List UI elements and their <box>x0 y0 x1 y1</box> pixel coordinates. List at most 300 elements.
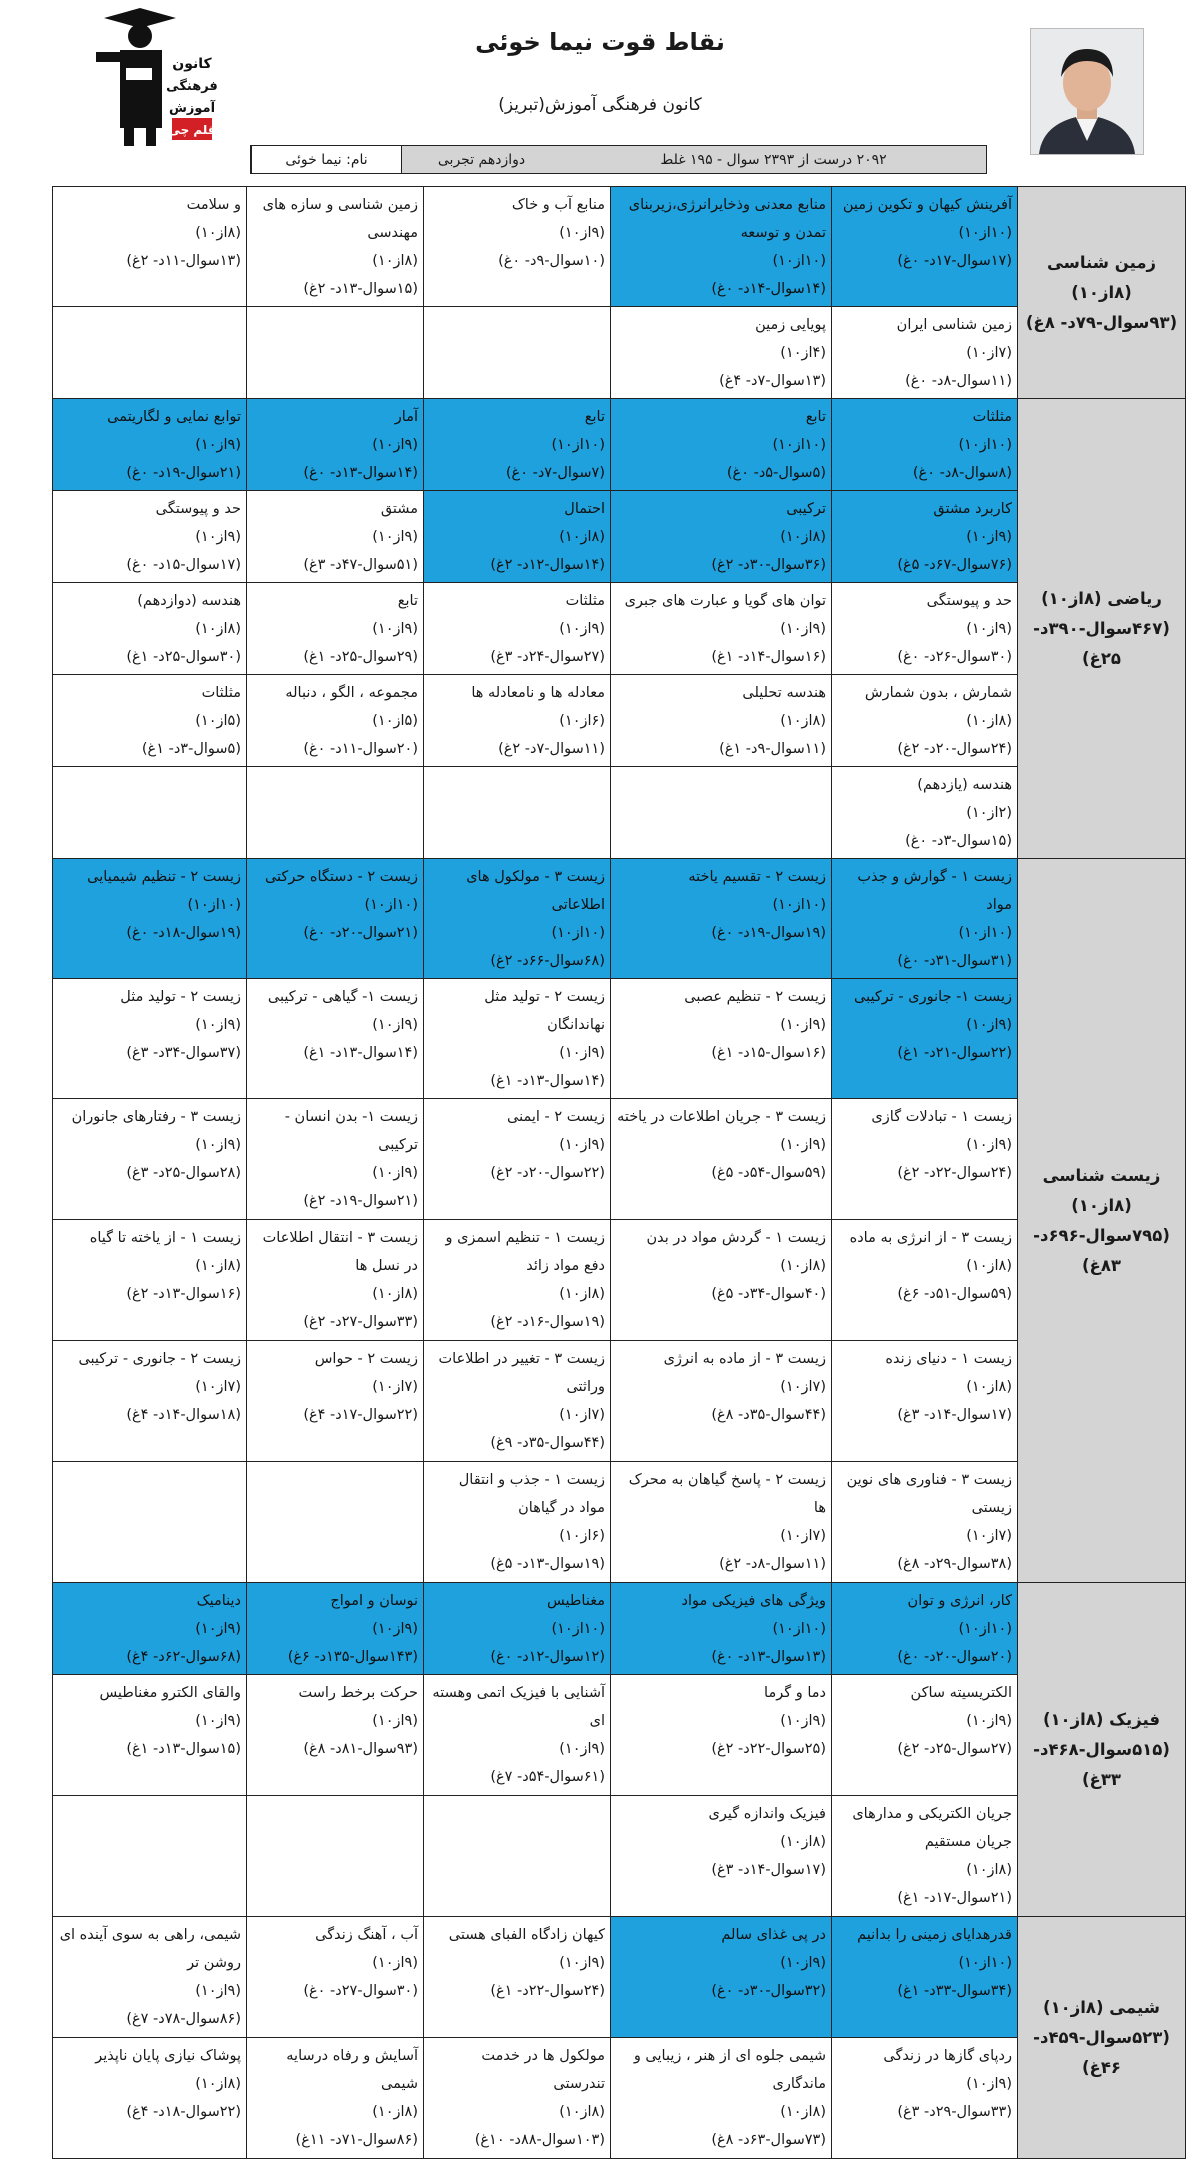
topic-cell <box>424 675 611 767</box>
student-photo <box>1030 28 1144 155</box>
topic-cell <box>247 1675 424 1796</box>
topic-name: زیست ۲ - حواس <box>314 1351 418 1367</box>
topic-score: (۹از۱۰) <box>195 529 241 545</box>
overall-stats: ۲۰۹۲ درست از ۲۳۹۳ سوال - ۱۹۵ غلط <box>561 146 986 173</box>
topic-score: (۸از۱۰) <box>559 2104 605 2120</box>
topic-name: زیست ۱ - دنیای زنده <box>885 1351 1012 1367</box>
topic-score: (۸از۱۰) <box>966 1258 1012 1274</box>
topic-cell <box>247 675 424 767</box>
topic-score: (۸از۱۰) <box>966 713 1012 729</box>
topic-cell <box>832 1583 1018 1675</box>
topic-name: مجموعه ، الگو ، دنباله <box>285 685 418 701</box>
subject-row <box>53 979 1186 1099</box>
topic-name: حرکت برخط راست <box>298 1685 418 1701</box>
topic-score: (۹از۱۰) <box>966 1137 1012 1153</box>
topic-cell <box>424 859 611 979</box>
topic-counts: (۱۶سوال-۱۵د- ۱غ) <box>711 1045 826 1061</box>
topic-name: زیست ۱ - گوارش و جذب مواد <box>857 869 1012 913</box>
topic-score: (۷از۱۰) <box>195 1379 241 1395</box>
topic-cell <box>247 399 424 491</box>
topic-cell <box>424 1917 611 2038</box>
logo-text-3: آموزش <box>168 101 216 116</box>
topic-cell <box>832 1099 1018 1220</box>
topic-counts: (۲۲سوال-۱۷د- ۴غ) <box>303 1407 418 1423</box>
topic-score: (۹از۱۰) <box>195 1983 241 1999</box>
topic-name: تابع <box>397 593 418 609</box>
topic-counts: (۵سوال-۵د- ۰غ) <box>726 465 826 481</box>
empty-cell <box>247 307 424 399</box>
topic-score: (۱۰از۱۰) <box>958 437 1012 453</box>
topic-counts: (۲۲سوال-۲۱د- ۱غ) <box>897 1045 1012 1061</box>
topic-counts: (۳۷سوال-۳۴د- ۳غ) <box>126 1045 241 1061</box>
topic-counts: (۸سوال-۸د- ۰غ) <box>912 465 1012 481</box>
topic-score: (۹از۱۰) <box>195 437 241 453</box>
topic-counts: (۴۴سوال-۳۵د- ۹غ) <box>490 1435 605 1451</box>
topic-cell <box>53 859 247 979</box>
topic-score: (۱۰از۱۰) <box>551 1621 605 1637</box>
topic-counts: (۹۳سوال-۸۱د- ۸غ) <box>303 1741 418 1757</box>
topic-name: زیست ۲ - دستگاه حرکتی <box>264 869 418 885</box>
topic-score: (۸از۱۰) <box>372 1286 418 1302</box>
topic-counts: (۸۶سوال-۷۸د- ۷غ) <box>126 2011 241 2027</box>
topic-score: (۹از۱۰) <box>559 1137 605 1153</box>
topic-score: (۷از۱۰) <box>966 345 1012 361</box>
topic-score: (۸از۱۰) <box>780 1834 826 1850</box>
topic-name: حد و پیوستگی <box>926 593 1012 609</box>
subject-row <box>53 1917 1186 2038</box>
topic-counts: (۱۰۳سوال-۸۸د- ۱۰غ) <box>474 2132 605 2148</box>
topic-counts: (۲۱سوال-۱۹د- ۰غ) <box>126 465 241 481</box>
topic-name: توابع نمایی و لگاریتمی <box>107 409 241 425</box>
topic-counts: (۱۳سوال-۱۱د- ۲غ) <box>126 253 241 269</box>
topic-score: (۷از۱۰) <box>372 1379 418 1395</box>
topic-counts: (۱۱سوال-۸د- ۲غ) <box>719 1556 826 1572</box>
topic-name: شیمی جلوه ای از هنر ، زیبایی و ماندگاری <box>633 2048 826 2092</box>
topic-name: مشتق <box>380 501 418 517</box>
subject-row <box>53 1220 1186 1341</box>
topic-cell <box>611 1796 832 1917</box>
topic-score: (۸از۱۰) <box>559 1286 605 1302</box>
topic-score: (۶از۱۰) <box>559 713 605 729</box>
topic-cell <box>424 1099 611 1220</box>
empty-cell <box>53 767 247 859</box>
topic-counts: (۲۱سوال-۱۷د- ۱غ) <box>897 1890 1012 1906</box>
topic-counts: (۱۷سوال-۱۵د- ۰غ) <box>126 557 241 573</box>
topic-name: تابع <box>805 409 826 425</box>
topic-name: زیست ۳ - از انرژی به ماده <box>849 1230 1012 1246</box>
topic-score: (۸از۱۰) <box>195 225 241 241</box>
topic-name: زیست ۱- گیاهی - ترکیبی <box>267 989 418 1005</box>
topic-score: (۹از۱۰) <box>559 225 605 241</box>
topic-counts: (۲۹سوال-۲۵د- ۱غ) <box>303 649 418 665</box>
topic-cell <box>832 767 1018 859</box>
topic-counts: (۷سوال-۷د- ۰غ) <box>505 465 605 481</box>
topic-counts: (۶۸سوال-۶۶د- ۲غ) <box>490 953 605 969</box>
topic-score: (۱۰از۱۰) <box>958 1621 1012 1637</box>
topic-name: و سلامت <box>186 197 241 213</box>
topic-score: (۱۰از۱۰) <box>772 897 826 913</box>
student-grade: دوازدهم تجربی <box>401 146 561 173</box>
topic-counts: (۲۲سوال-۱۸د- ۴غ) <box>126 2104 241 2120</box>
topic-score: (۹از۱۰) <box>372 1713 418 1729</box>
topic-cell <box>247 1917 424 2038</box>
topic-counts: (۱۵سوال-۳د- ۰غ) <box>905 833 1012 849</box>
topic-counts: (۱۲سوال-۱۲د- ۰غ) <box>490 1649 605 1665</box>
topic-cell <box>247 1220 424 1341</box>
topic-name: ترکیبی <box>786 501 826 517</box>
topic-counts: (۱۹سوال-۱۸د- ۰غ) <box>126 925 241 941</box>
topic-name: دینامیک <box>196 1593 241 1609</box>
topic-cell <box>247 2038 424 2159</box>
topic-name: آفرینش کیهان و تکوین زمین <box>842 197 1012 213</box>
topic-counts: (۱۷سوال-۱۷د- ۰غ) <box>897 253 1012 269</box>
topic-score: (۵از۱۰) <box>195 713 241 729</box>
topic-name: زیست ۳ - جریان اطلاعات در یاخته <box>617 1109 826 1125</box>
topic-counts: (۲۷سوال-۲۴د- ۳غ) <box>490 649 605 665</box>
topic-name: آسایش و رفاه درسایه شیمی <box>286 2048 418 2092</box>
topic-name: فیزیک واندازه گیری <box>708 1806 826 1822</box>
subject-row <box>53 491 1186 583</box>
topic-score: (۹از۱۰) <box>780 621 826 637</box>
topic-score: (۸از۱۰) <box>372 253 418 269</box>
topic-name: آب ، آهنگ زندگی <box>315 1927 418 1943</box>
topic-score: (۹از۱۰) <box>372 621 418 637</box>
topic-cell <box>611 187 832 307</box>
topic-name: معادله ها و نامعادله ها <box>471 685 605 701</box>
topic-cell <box>247 979 424 1099</box>
topic-counts: (۳۱سوال-۳۱د- ۰غ) <box>897 953 1012 969</box>
topic-counts: (۳۳سوال-۲۷د- ۲غ) <box>303 1314 418 1330</box>
topic-score: (۱۰از۱۰) <box>187 897 241 913</box>
empty-cell <box>247 1462 424 1583</box>
topic-score: (۲از۱۰) <box>966 805 1012 821</box>
topic-cell <box>832 859 1018 979</box>
student-info-bar <box>250 145 987 174</box>
logo-text-1: کانون <box>172 56 212 72</box>
topic-score: (۸از۱۰) <box>966 1862 1012 1878</box>
page-subtitle: کانون فرهنگی آموزش(تبریز) <box>498 95 702 115</box>
topic-score: (۷از۱۰) <box>780 1379 826 1395</box>
topic-counts: (۲۱سوال-۲۰د- ۰غ) <box>303 925 418 941</box>
topic-score: (۹از۱۰) <box>966 1713 1012 1729</box>
topic-counts: (۳۲سوال-۳۰د- ۰غ) <box>711 1983 826 1999</box>
topic-cell <box>53 491 247 583</box>
subject-row <box>53 1675 1186 1796</box>
topic-name: زیست ۱ - گردش مواد در بدن <box>646 1230 826 1246</box>
topic-name: زیست ۲ - تقسیم یاخته <box>688 869 826 885</box>
topic-cell <box>611 1462 832 1583</box>
topic-cell <box>611 2038 832 2159</box>
topic-counts: (۲۱سوال-۱۹د- ۲غ) <box>303 1193 418 1209</box>
topic-score: (۱۰از۱۰) <box>958 1955 1012 1971</box>
topic-cell <box>53 1099 247 1220</box>
topic-cell <box>424 583 611 675</box>
topic-cell <box>424 1341 611 1462</box>
topic-score: (۸از۱۰) <box>966 1379 1012 1395</box>
topic-counts: (۷۶سوال-۶۷د- ۵غ) <box>897 557 1012 573</box>
topic-cell <box>832 583 1018 675</box>
topic-counts: (۱۹سوال-۱۳د- ۵غ) <box>490 1556 605 1572</box>
topic-name: زیست ۳ - تغییر در اطلاعات وراثتی <box>438 1351 605 1395</box>
topic-counts: (۲۷سوال-۲۵د- ۲غ) <box>897 1741 1012 1757</box>
topic-counts: (۱۴سوال-۱۳د- ۱غ) <box>303 1045 418 1061</box>
topic-counts: (۲۰سوال-۲۰د- ۰غ) <box>897 1649 1012 1665</box>
topic-counts: (۵۹سوال-۵۴د- ۵غ) <box>711 1165 826 1181</box>
topic-counts: (۱۷سوال-۱۴د- ۳غ) <box>897 1407 1012 1423</box>
topic-name: هندسه (یازدهم) <box>917 777 1012 793</box>
subject-header: شیمی (۸از۱۰) (۵۲۳سوال-۴۵۹د- ۴۶غ) <box>1018 1917 1186 2159</box>
topic-name: احتمال <box>564 501 605 517</box>
topic-score: (۶از۱۰) <box>559 1528 605 1544</box>
topic-name: زیست ۲ - تولید مثل <box>120 989 241 1005</box>
topic-score: (۹از۱۰) <box>559 621 605 637</box>
topic-cell <box>53 583 247 675</box>
topic-score: (۹از۱۰) <box>195 1017 241 1033</box>
topic-score: (۹از۱۰) <box>372 1165 418 1181</box>
topic-cell <box>832 187 1018 307</box>
topic-score: (۱۰از۱۰) <box>958 225 1012 241</box>
topic-counts: (۱۹سوال-۱۶د- ۲غ) <box>490 1314 605 1330</box>
topic-cell <box>247 859 424 979</box>
topic-name: مثلثات <box>201 685 241 701</box>
topic-cell <box>832 1675 1018 1796</box>
topic-name: پویایی زمین <box>755 317 826 333</box>
topic-name: نوسان و امواج <box>330 1593 418 1609</box>
topic-name: تابع <box>584 409 605 425</box>
topic-counts: (۱۳سوال-۱۳د- ۰غ) <box>711 1649 826 1665</box>
topic-cell <box>832 307 1018 399</box>
topic-cell <box>424 979 611 1099</box>
strengths-table <box>52 186 1186 2159</box>
topic-cell <box>832 399 1018 491</box>
topic-cell <box>832 491 1018 583</box>
topic-counts: (۱۹سوال-۱۹د- ۰غ) <box>711 925 826 941</box>
topic-name: شمارش ، بدون شمارش <box>864 685 1012 701</box>
topic-name: هندسه (دوازدهم) <box>137 593 241 609</box>
topic-counts: (۱۵سوال-۱۳د- ۲غ) <box>303 281 418 297</box>
topic-cell <box>424 399 611 491</box>
topic-score: (۱۰از۱۰) <box>772 437 826 453</box>
topic-counts: (۲۴سوال-۲۲د- ۱غ) <box>490 1983 605 1999</box>
topic-score: (۹از۱۰) <box>195 1621 241 1637</box>
topic-cell <box>53 675 247 767</box>
student-name: نام: نیما خوئی <box>251 146 401 173</box>
topic-cell <box>611 1583 832 1675</box>
topic-cell <box>611 1220 832 1341</box>
topic-score: (۸از۱۰) <box>780 529 826 545</box>
topic-cell <box>53 1583 247 1675</box>
topic-score: (۷از۱۰) <box>966 1528 1012 1544</box>
topic-cell <box>611 1341 832 1462</box>
topic-score: (۹از۱۰) <box>966 529 1012 545</box>
topic-cell <box>53 1917 247 2038</box>
topic-name: زیست ۱- بدن انسان - ترکیبی <box>284 1109 418 1153</box>
topic-counts: (۸۶سوال-۷۱د- ۱۱غ) <box>295 2132 418 2148</box>
topic-name: مولکول ها در خدمت تندرستی <box>481 2048 605 2092</box>
page-title: نقاط قوت نیما خوئی <box>475 28 725 56</box>
topic-name: زمین شناسی و سازه های مهندسی <box>262 197 418 241</box>
topic-name: الکتریسیته ساکن <box>910 1685 1012 1701</box>
topic-cell <box>611 675 832 767</box>
topic-name: زیست ۲ - ایمنی <box>507 1109 605 1125</box>
topic-name: زیست ۳ - از ماده به انرژی <box>663 1351 826 1367</box>
logo-text-4: قلم چی <box>168 123 216 137</box>
empty-cell <box>424 307 611 399</box>
topic-name: منابع آب و خاک <box>511 197 605 213</box>
topic-counts: (۳۶سوال-۳۰د- ۲غ) <box>711 557 826 573</box>
topic-name: پوشاک نیازی پایان ناپذیر <box>95 2048 241 2064</box>
topic-score: (۷از۱۰) <box>780 1528 826 1544</box>
topic-score: (۹از۱۰) <box>966 2076 1012 2092</box>
topic-score: (۹از۱۰) <box>780 1955 826 1971</box>
topic-counts: (۳۴سوال-۳۳د- ۱غ) <box>897 1983 1012 1999</box>
topic-counts: (۱۴۳سوال-۱۳۵د- ۶غ) <box>287 1649 418 1665</box>
topic-counts: (۲۲سوال-۲۰د- ۲غ) <box>490 1165 605 1181</box>
topic-cell <box>611 1675 832 1796</box>
subject-row <box>53 767 1186 859</box>
topic-counts: (۱۴سوال-۱۲د- ۲غ) <box>490 557 605 573</box>
topic-cell <box>832 1220 1018 1341</box>
topic-counts: (۳۰سوال-۲۵د- ۱غ) <box>126 649 241 665</box>
topic-counts: (۱۵سوال-۱۳د- ۱غ) <box>126 1741 241 1757</box>
topic-cell <box>832 1341 1018 1462</box>
topic-counts: (۵سوال-۳د- ۱غ) <box>141 741 241 757</box>
topic-counts: (۱۰سوال-۹د- ۰غ) <box>498 253 605 269</box>
topic-score: (۹از۱۰) <box>966 1017 1012 1033</box>
topic-score: (۹از۱۰) <box>372 437 418 453</box>
topic-counts: (۲۰سوال-۱۱د- ۰غ) <box>303 741 418 757</box>
topic-cell <box>424 1675 611 1796</box>
topic-counts: (۱۷سوال-۱۴د- ۳غ) <box>711 1862 826 1878</box>
topic-cell <box>611 1099 832 1220</box>
topic-name: زیست ۲ - تنظیم عصبی <box>684 989 826 1005</box>
topic-cell <box>611 859 832 979</box>
topic-score: (۹از۱۰) <box>372 529 418 545</box>
subject-row <box>53 859 1186 979</box>
topic-cell <box>53 979 247 1099</box>
empty-cell <box>424 767 611 859</box>
empty-cell <box>611 767 832 859</box>
empty-cell <box>247 1796 424 1917</box>
topic-counts: (۱۶سوال-۱۳د- ۲غ) <box>126 1286 241 1302</box>
topic-cell <box>611 399 832 491</box>
topic-name: مثلثات <box>565 593 605 609</box>
topic-score: (۹از۱۰) <box>372 1017 418 1033</box>
topic-counts: (۳۰سوال-۲۶د- ۰غ) <box>897 649 1012 665</box>
topic-counts: (۷۳سوال-۶۳د- ۸غ) <box>711 2132 826 2148</box>
topic-counts: (۲۵سوال-۲۲د- ۲غ) <box>711 1741 826 1757</box>
topic-score: (۸از۱۰) <box>195 621 241 637</box>
topic-score: (۹از۱۰) <box>559 1955 605 1971</box>
topic-cell <box>832 675 1018 767</box>
topic-name: زیست ۳ - مولکول های اطلاعاتی <box>466 869 605 913</box>
subject-row <box>53 1341 1186 1462</box>
topic-score: (۹از۱۰) <box>780 1017 826 1033</box>
topic-name: ویژگی های فیزیکی مواد <box>681 1593 826 1609</box>
topic-name: زیست ۱ - جذب و انتقال مواد در گیاهان <box>458 1472 605 1516</box>
topic-name: کاربرد مشتق <box>933 501 1012 517</box>
topic-name: مثلثات <box>972 409 1012 425</box>
empty-cell <box>53 1462 247 1583</box>
topic-name: ردپای گازها در زندگی <box>883 2048 1012 2064</box>
topic-score: (۸از۱۰) <box>559 529 605 545</box>
topic-score: (۹از۱۰) <box>372 1955 418 1971</box>
topic-counts: (۱۸سوال-۱۴د- ۴غ) <box>126 1407 241 1423</box>
topic-cell <box>832 979 1018 1099</box>
topic-cell <box>424 491 611 583</box>
topic-name: دما و گرما <box>764 1685 826 1701</box>
topic-counts: (۶۸سوال-۶۲د- ۴غ) <box>126 1649 241 1665</box>
topic-name: زیست ۲ - تنظیم شیمیایی <box>87 869 241 885</box>
topic-score: (۱۰از۱۰) <box>364 897 418 913</box>
topic-counts: (۳۳سوال-۲۹د- ۳غ) <box>897 2104 1012 2120</box>
topic-cell <box>832 2038 1018 2159</box>
topic-counts: (۱۱سوال-۷د- ۲غ) <box>498 741 605 757</box>
subject-row <box>53 675 1186 767</box>
topic-counts: (۲۴سوال-۲۲د- ۲غ) <box>897 1165 1012 1181</box>
topic-score: (۸از۱۰) <box>780 2104 826 2120</box>
topic-cell <box>424 1583 611 1675</box>
topic-name: زیست ۲ - جانوری - ترکیبی <box>78 1351 241 1367</box>
topic-name: زیست ۱ - تنظیم اسمزی و دفع مواد زائد <box>445 1230 605 1274</box>
subject-row <box>53 307 1186 399</box>
topic-name: منابع معدنی وذخایرانرژی،زیربنای تمدن و توسعه <box>628 197 826 241</box>
topic-name: جریان الکتریکی و مدارهای جریان مستقیم <box>852 1806 1012 1850</box>
topic-cell <box>53 2038 247 2159</box>
subject-row <box>53 1583 1186 1675</box>
topic-cell <box>424 2038 611 2159</box>
topic-cell <box>611 1917 832 2038</box>
subject-row <box>53 1796 1186 1917</box>
topic-score: (۹از۱۰) <box>559 1741 605 1757</box>
topic-score: (۸از۱۰) <box>780 713 826 729</box>
topic-score: (۵از۱۰) <box>372 713 418 729</box>
topic-counts: (۵۱سوال-۴۷د- ۳غ) <box>303 557 418 573</box>
topic-cell <box>247 1341 424 1462</box>
topic-name: والقای الکترو مغناطیس <box>99 1685 241 1701</box>
topic-name: زمین شناسی ایران <box>896 317 1012 333</box>
topic-score: (۱۰از۱۰) <box>551 925 605 941</box>
subject-row <box>53 2038 1186 2159</box>
topic-cell <box>424 187 611 307</box>
topic-counts: (۱۳سوال-۷د- ۴غ) <box>719 373 826 389</box>
subject-header: فیزیک (۸از۱۰) (۵۱۵سوال-۴۶۸د- ۳۳غ) <box>1018 1583 1186 1917</box>
topic-name: زیست ۱ - از یاخته تا گیاه <box>89 1230 241 1246</box>
topic-cell <box>247 1583 424 1675</box>
topic-counts: (۴۰سوال-۳۴د- ۵غ) <box>711 1286 826 1302</box>
subject-row <box>53 187 1186 307</box>
topic-cell <box>832 1796 1018 1917</box>
topic-name: کار، انرژی و توان <box>907 1593 1012 1609</box>
topic-counts: (۳۸سوال-۲۹د- ۸غ) <box>897 1556 1012 1572</box>
topic-score: (۸از۱۰) <box>780 1258 826 1274</box>
kanoon-logo <box>90 8 218 148</box>
topic-counts: (۲۴سوال-۲۰د- ۲غ) <box>897 741 1012 757</box>
topic-score: (۹از۱۰) <box>372 1621 418 1637</box>
topic-cell <box>247 491 424 583</box>
topic-score: (۸از۱۰) <box>372 2104 418 2120</box>
report-header <box>0 0 1197 180</box>
topic-score: (۱۰از۱۰) <box>772 1621 826 1637</box>
topic-cell <box>611 491 832 583</box>
topic-score: (۴از۱۰) <box>780 345 826 361</box>
topic-name: توان های گویا و عبارت های جبری <box>624 593 826 609</box>
topic-counts: (۱۴سوال-۱۳د- ۱غ) <box>490 1073 605 1089</box>
topic-cell <box>424 1220 611 1341</box>
topic-name: قدرهدایای زمینی را بدانیم <box>857 1927 1012 1943</box>
topic-counts: (۶۱سوال-۵۴د- ۷غ) <box>490 1769 605 1785</box>
subject-header: زمین شناسی (۸از۱۰) (۹۳سوال-۷۹د- ۸غ) <box>1018 187 1186 399</box>
